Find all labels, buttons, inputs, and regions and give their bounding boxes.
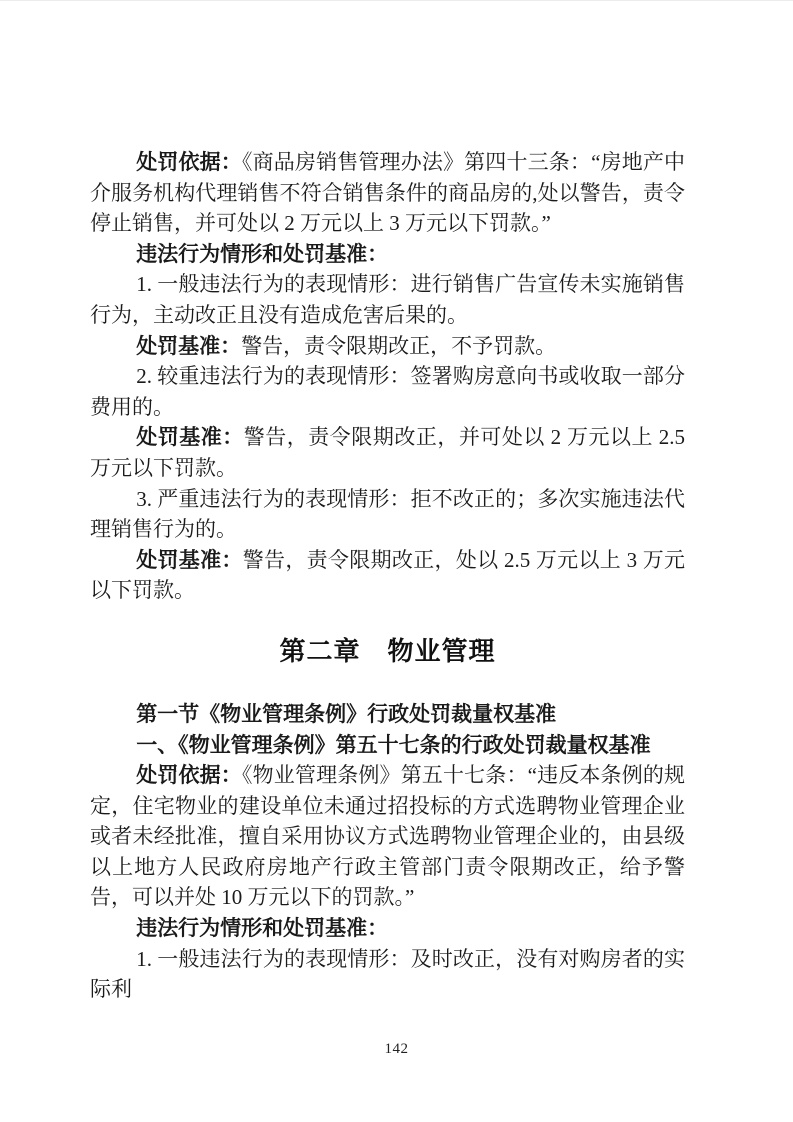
subsection-heading-text: 一、《物业管理条例》第五十七条的行政处罚裁量权基准	[136, 732, 651, 757]
heading-text: 违法行为情形和处罚基准：	[136, 241, 389, 266]
paragraph-penalty-standard-severe	[90, 545, 685, 606]
document-body	[90, 147, 685, 1005]
paragraph-text: 《物业管理条例》第五十七条：“违反本条例的规定，住宅物业的建设单位未通过招投标的方式选聘物业管理企业或者未经批准，擅自采用协议方式选聘物业管理企业的，由县级以上地方人民政府房地产行政主管部门责令限期改正，给予警告，可以并处 10 万元以下的罚款。”	[90, 763, 686, 910]
paragraph-severe-violation	[90, 484, 685, 545]
section-heading	[90, 699, 685, 730]
paragraph-lead: 处罚依据：	[136, 763, 242, 788]
subsection-heading	[90, 730, 685, 761]
paragraph-text: 警告，责令限期改正，并可处以 2 万元以上 2.5 万元以下罚款。	[90, 425, 686, 480]
paragraph-lead: 处罚基准：	[136, 425, 244, 450]
chapter-heading: 第二章 物业管理	[279, 635, 496, 666]
paragraph-penalty-standard-moderate	[90, 422, 685, 483]
paragraph-text: 警告，责令限期改正，处以 2.5 万元以上 3 万元以下罚款。	[90, 547, 686, 603]
paragraph-lead: 处罚基准：	[136, 333, 242, 358]
paragraph-text: 警告，责令限期改正，不予罚款。	[241, 333, 557, 358]
paragraph-text: 1. 一般违法行为的表现情形：进行销售广告宣传未实施销售行为，主动改正且没有造成危害后果的。	[90, 272, 685, 327]
paragraph-text: 2. 较重违法行为的表现情形：签署购房意向书或收取一部分费用的。	[90, 364, 685, 419]
paragraph-lead: 处罚基准：	[136, 547, 243, 572]
paragraph-text: 1. 一般违法行为的表现情形：及时改正，没有对购房者的实际利	[90, 946, 685, 1002]
paragraph-moderate-violation	[90, 361, 685, 422]
paragraph-text: 《商品房销售管理办法》第四十三条：“房地产中介服务机构代理销售不符合销售条件的商品房的,处以警告，责令停止销售，并可处以 2 万元以上 3 万元以下罚款。”	[90, 150, 686, 236]
heading-violation-and-penalty-criteria-2	[90, 913, 685, 944]
paragraph-penalty-basis-article-57	[90, 760, 685, 913]
heading-violation-and-penalty-criteria	[90, 239, 685, 270]
paragraph-penalty-basis-article-43	[90, 147, 685, 239]
paragraph-general-violation-article-57	[90, 944, 685, 1005]
paragraph-general-violation	[90, 269, 685, 330]
paragraph-text: 3. 严重违法行为的表现情形：拒不改正的；多次实施违法代理销售行为的。	[90, 486, 685, 542]
paragraph-penalty-standard-general	[90, 331, 685, 362]
section-heading-text: 第一节《物业管理条例》行政处罚裁量权基准	[136, 701, 557, 726]
page-number: 142	[384, 1041, 409, 1057]
paragraph-lead: 处罚依据：	[136, 150, 242, 174]
heading-text: 违法行为情形和处罚基准：	[136, 916, 389, 941]
